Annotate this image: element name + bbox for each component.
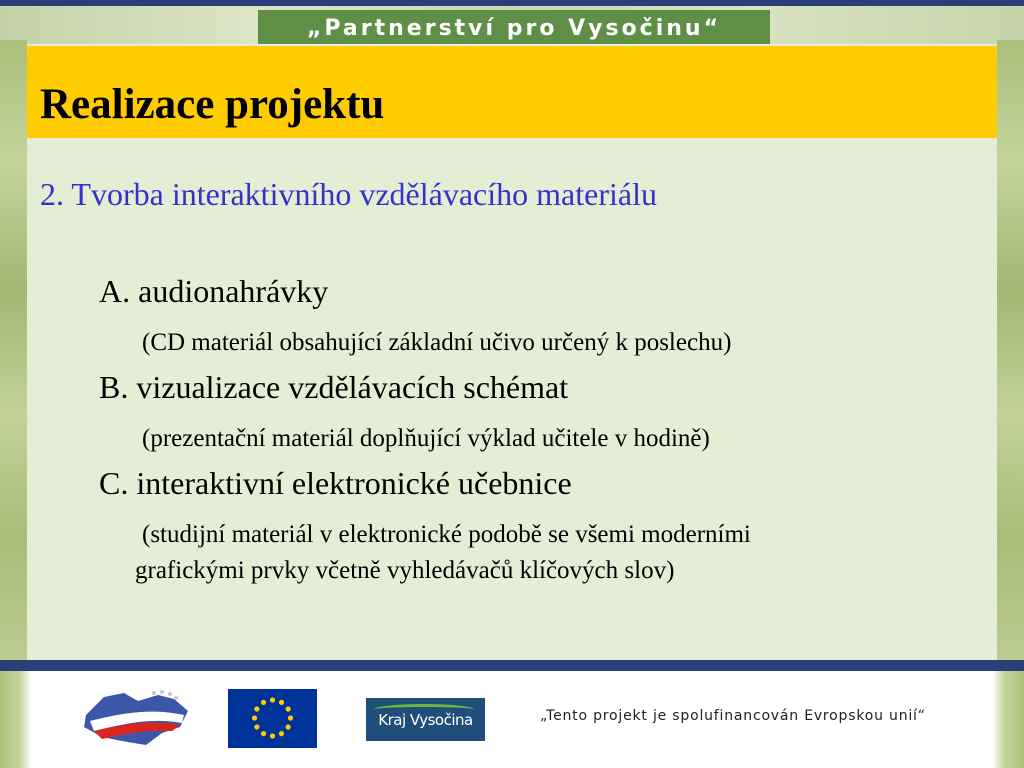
right-foliage-border bbox=[997, 40, 1024, 664]
item-b-description: (prezentační materiál doplňující výklad učitele v hodině) bbox=[142, 425, 710, 452]
eu-flag-logo bbox=[228, 689, 317, 748]
eu-funding-note: „Tento projekt je spolufinancován Evropskou unií“ bbox=[540, 708, 926, 724]
kraj-swoosh-icon bbox=[374, 704, 474, 715]
left-foliage-border bbox=[0, 40, 27, 664]
kraj-vysocina-logo bbox=[366, 698, 485, 741]
item-c-description-line2: grafickými prvky včetně vyhledávačů klíčových slov) bbox=[135, 557, 675, 584]
top-border-line bbox=[0, 0, 1024, 6]
kraj-logo-text: Kraj Vysočina bbox=[378, 710, 473, 729]
item-c-description: (studijní materiál v elektronické podobě se všemi moderními bbox=[142, 521, 751, 548]
item-a-heading: A. audionahrávky bbox=[99, 273, 329, 309]
item-a-description: (CD materiál obsahující základní učivo určený k poslechu) bbox=[142, 329, 732, 356]
bottom-border-line bbox=[0, 660, 1024, 671]
item-c-heading: C. interaktivní elektronické učebnice bbox=[99, 465, 572, 501]
item-b-heading: B. vizualizace vzdělávacích schémat bbox=[99, 369, 569, 405]
partnership-banner: „Partnerství pro Vysočinu“ bbox=[258, 10, 770, 46]
slide-subtitle: 2. Tvorba interaktivního vzdělávacího materiálu bbox=[40, 176, 657, 212]
slide-title: Realizace projektu bbox=[40, 81, 385, 128]
slide-content bbox=[27, 44, 997, 660]
title-bar bbox=[27, 46, 997, 138]
czech-map-logo bbox=[76, 685, 196, 749]
